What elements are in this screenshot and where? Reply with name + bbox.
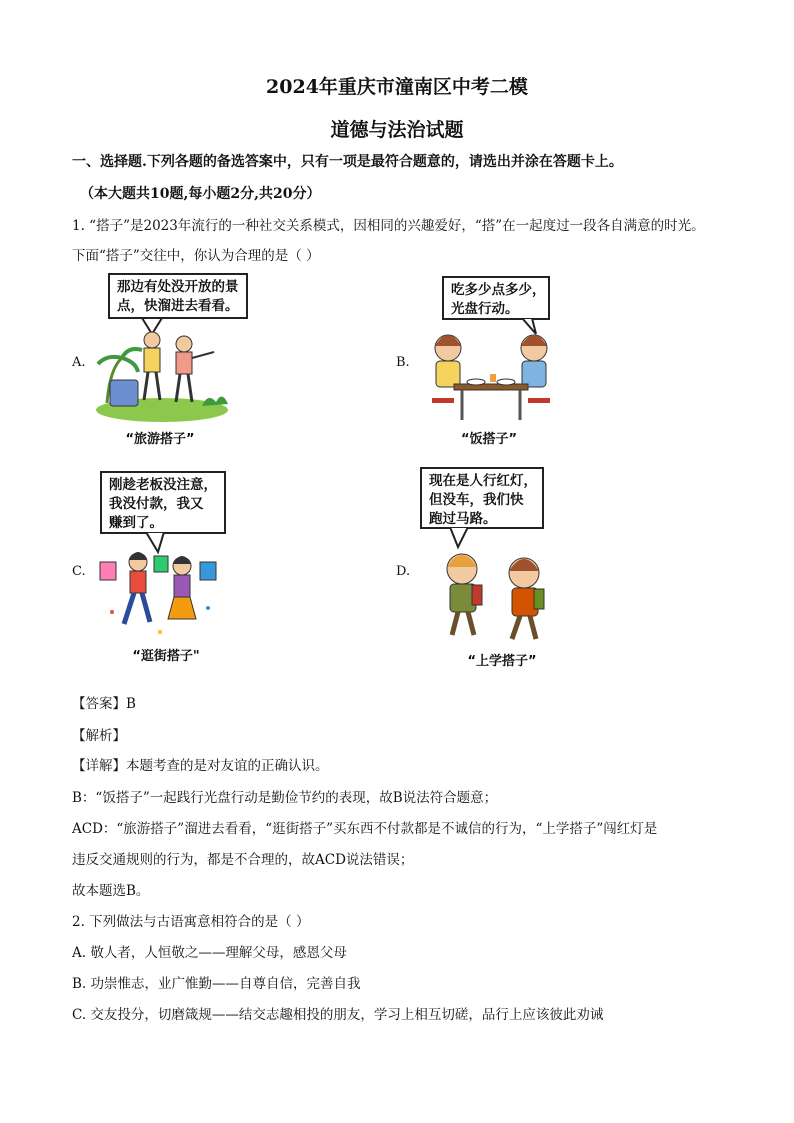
explanation-b: B：“饭搭子”一起践行光盘行动是勤俭节约的表现，故B说法符合题意； — [72, 790, 498, 806]
dining-illustration-icon — [418, 318, 558, 423]
q2-option-c: C. 交友投分，切磨箴规——结交志趣相投的朋友，学习上相互切磋，品行上应该彼此劝诫 — [72, 1007, 604, 1023]
option-c-speech-bubble: 刚趁老板没注意， 我没付款，我又 赚到了。 — [100, 471, 226, 534]
analysis-label: 【解析】 — [72, 728, 126, 744]
page-title: 2024年重庆市潼南区中考二模 — [266, 76, 528, 98]
explanation-acd-line2: 违反交通规则的行为，都是不合理的，故ACD说法错误； — [72, 852, 414, 868]
option-d-speech-bubble: 现在是人行红灯， 但没车，我们快 跑过马路。 — [420, 467, 544, 529]
option-a-speech-bubble: 那边有处没开放的景 点，快溜进去看看。 — [108, 273, 248, 319]
option-b-speech-bubble: 吃多少点多少， 光盘行动。 — [442, 276, 550, 320]
detail-line: 【详解】本题考查的是对友谊的正确认识。 — [72, 758, 329, 774]
conclusion-line: 故本题选B。 — [72, 883, 150, 899]
school-illustration-icon — [428, 527, 558, 645]
q1-stem-line1: 1. “搭子”是2023年流行的一种社交关系模式，因相同的兴趣爱好，“搭”在一起度过一段各自满意的时光。 — [72, 218, 705, 234]
option-b-caption: “饭搭子” — [460, 432, 518, 447]
q1-stem-line2: 下面“搭子”交往中，你认为合理的是（ ） — [72, 248, 320, 264]
travel-illustration-icon — [92, 318, 232, 423]
shopping-illustration-icon — [96, 532, 226, 640]
option-b-letter: B. — [396, 355, 410, 370]
section-heading: 一、选择题.下列各题的备选答案中，只有一项是最符合题意的，请选出并涂在答题卡上。 — [72, 154, 623, 170]
option-c-letter: C. — [72, 564, 86, 579]
option-d-letter: D. — [396, 564, 411, 579]
option-d-caption: “上学搭子” — [467, 654, 537, 669]
page-subtitle: 道德与法治试题 — [330, 119, 464, 141]
option-a-caption: “旅游搭子” — [125, 432, 195, 447]
q2-stem: 2. 下列做法与古语寓意相符合的是（ ） — [72, 914, 310, 930]
q2-option-a: A. 敬人者，人恒敬之——理解父母，感恩父母 — [72, 945, 347, 961]
option-c-caption: “逛街搭子" — [132, 649, 200, 664]
q2-option-b: B. 功崇惟志，业广惟勤——自尊自信，完善自我 — [72, 976, 361, 992]
answer-label: 【答案】B — [72, 696, 136, 712]
explanation-acd-line1: ACD：“旅游搭子”溜进去看看，“逛街搭子”买东西不付款都是不诚信的行为，“上学搭子”闯红灯是 — [72, 821, 658, 837]
option-a-letter: A. — [72, 355, 86, 370]
section-note: （本大题共10题,每小题2分,共20分） — [80, 186, 321, 202]
